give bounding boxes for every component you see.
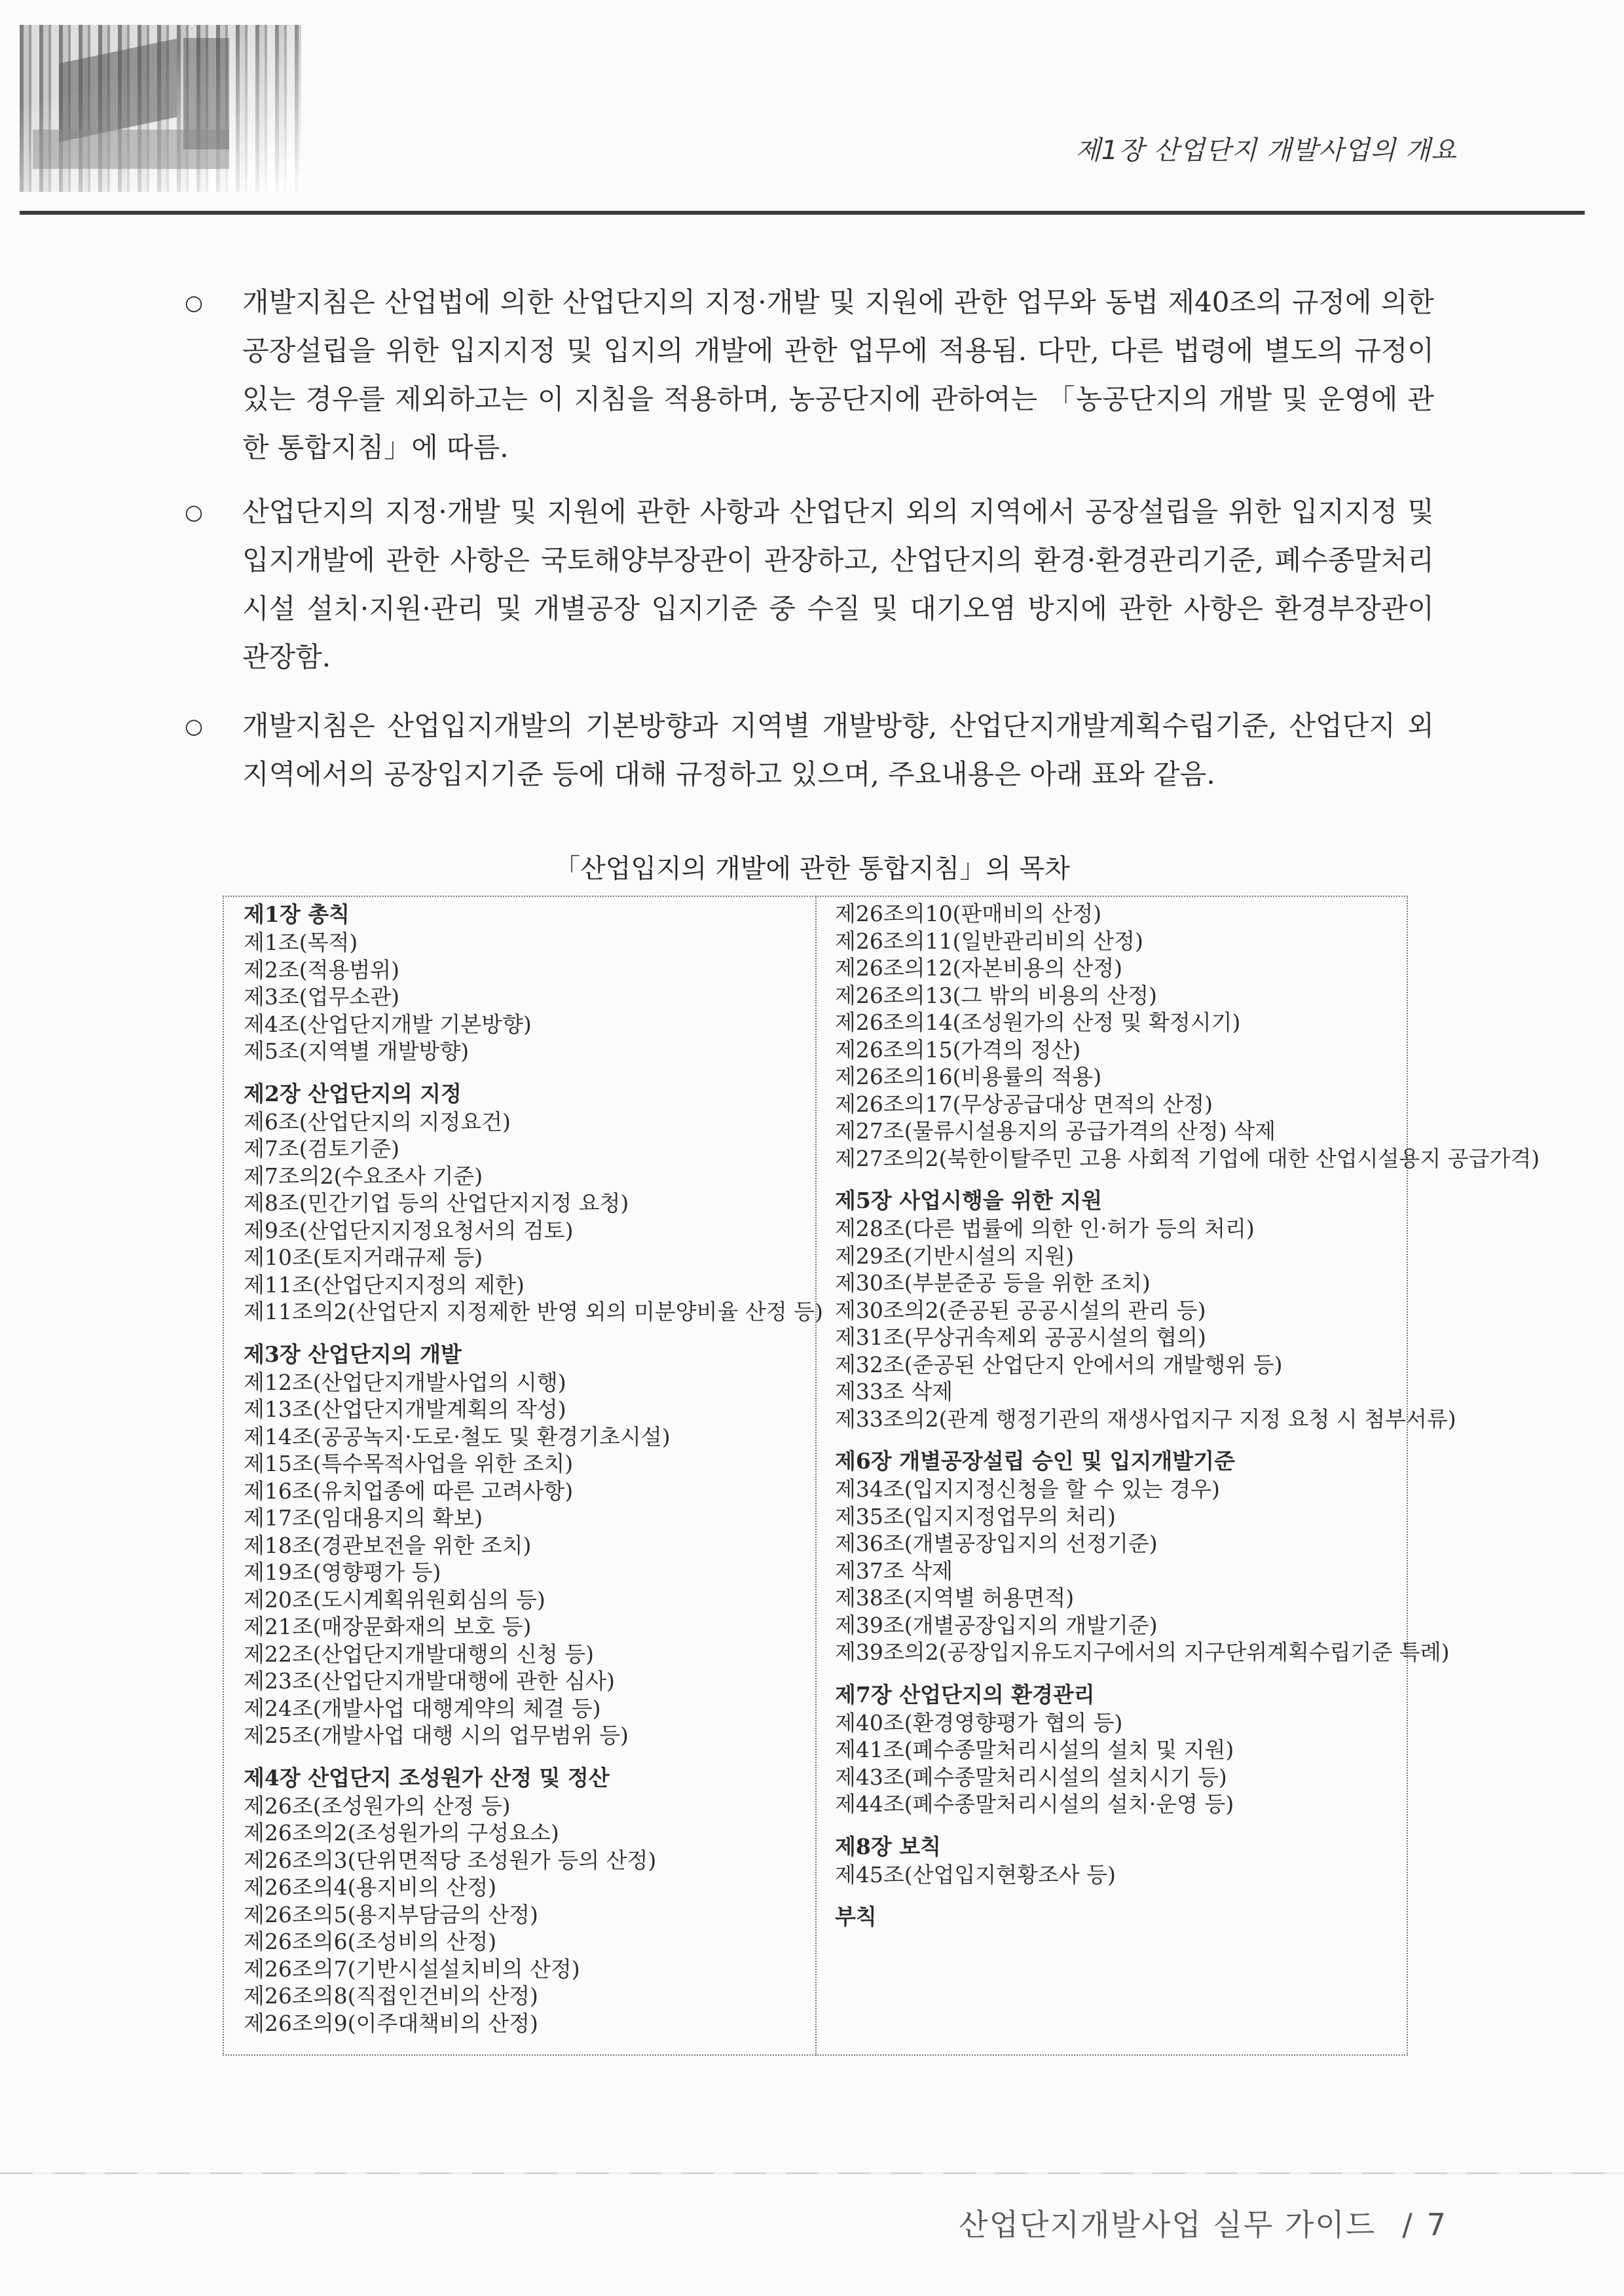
toc-article-item: 제26조(조성원가의 산정 등) (244, 1793, 511, 1819)
toc-article-item: 제26조의10(판매비의 산정) (835, 901, 1102, 926)
toc-article-item: 제26조의7(기반시설설치비의 산정) (244, 1956, 580, 1982)
footer-rule (0, 2172, 1624, 2174)
toc-article-item: 제19조(영향평가 등) (244, 1559, 441, 1585)
page-number: 7 (1426, 2207, 1447, 2242)
paragraph-text: 산업단지의 지정·개발 및 지원에 관한 사항과 산업단지 외의 지역에서 공장설립을 위한 입지지정 및 입지개발에 관한 사항은 국토해양부장관이 관장하고, 산업단지의 환경·환경관리기준, 폐수종말처리시설 설치·지원·관리 및 개별공장 입지기준 중 수질 및 대기오염 방지에 관한 사항은 환경부장관이 관장함. (242, 496, 1434, 673)
toc-article-item: 제26조의4(용지비의 산정) (244, 1874, 497, 1900)
toc-article-item: 제25조(개발사업 대행 시의 업무범위 등) (244, 1722, 629, 1748)
toc-article-item: 제31조(무상귀속제외 공공시설의 협의) (835, 1324, 1206, 1350)
toc-article-item: 제45조(산업입지현황조사 등) (835, 1861, 1116, 1887)
toc-article-item: 제3조(업무소관) (244, 984, 400, 1010)
toc-article-item: 제21조(매장문화재의 보호 등) (244, 1614, 532, 1639)
toc-article-item: 제26조의15(가격의 정산) (835, 1036, 1081, 1063)
toc-article-item: 제26조의13(그 밖의 비용의 산정) (835, 982, 1157, 1008)
toc-chapter-heading: 제4장 산업단지 조성원가 산정 및 정산 (244, 1764, 610, 1791)
toc-section (835, 1447, 1450, 1666)
toc-article-item: 제28조(다른 법률에 의한 인·허가 등의 처리) (835, 1216, 1255, 1241)
toc-article-item: 제4조(산업단지개발 기본방향) (244, 1011, 532, 1037)
toc-article-item: 제7조(검토기준) (244, 1136, 400, 1161)
toc-article-item: 제14조(공공녹지·도로·철도 및 환경기초시설) (244, 1423, 671, 1449)
toc-article-item: 제22조(산업단지개발대행의 신청 등) (244, 1641, 595, 1667)
toc-article-item: 제9조(산업단지지정요청서의 검토) (244, 1217, 574, 1243)
chapter-title: 제1장 산업단지 개발사업의 개요 (1075, 136, 1457, 166)
paragraph-2 (185, 488, 1434, 682)
toc-article-item: 제33조의2(관계 행정기관의 재생사업지구 지정 요청 시 첨부서류) (835, 1406, 1456, 1432)
toc-left-column (244, 900, 823, 2051)
toc-article-item: 제26조의2(조성원가의 구성요소) (244, 1820, 559, 1846)
toc-article-item: 제26조의11(일반관리비의 산정) (835, 928, 1143, 954)
toc-section (835, 1832, 1405, 1889)
header-photo (20, 25, 301, 192)
toc-article-item: 제24조(개발사업 대행계약의 체결 등) (244, 1695, 601, 1721)
toc-article-item: 제38조(지역별 허용면적) (835, 1585, 1075, 1611)
toc-chapter-heading: 제5장 사업시행을 위한 지원 (835, 1188, 1103, 1213)
toc-article-item: 제11조의2(산업단지 지정제한 반영 외의 미분양비율 산정 등) (244, 1299, 823, 1324)
toc-article-item: 제32조(준공된 산업단지 안에서의 개발행위 등) (835, 1351, 1283, 1377)
toc-article-item: 제44조(폐수종말처리시설의 설치·운영 등) (835, 1791, 1234, 1817)
toc-article-item: 제18조(경관보전을 위한 조치) (244, 1532, 532, 1558)
toc-chapter-heading: 제6장 개별공장설립 승인 및 입지개발기준 (835, 1448, 1235, 1474)
toc-section (244, 1340, 807, 1749)
paragraph-3 (185, 702, 1434, 799)
bullet-icon: ○ (185, 500, 203, 524)
toc-chapter-heading: 제7장 산업단지의 환경관리 (835, 1681, 1095, 1707)
toc-article-item: 제26조의5(용지부담금의 산정) (244, 1901, 538, 1927)
toc-article-item: 제16조(유치업종에 따른 고려사항) (244, 1478, 574, 1504)
toc-article-item: 제27조(물류시설용지의 공급가격의 산정) 삭제 (835, 1118, 1276, 1144)
toc-chapter-heading: 제1장 총칙 (244, 902, 350, 927)
header-rule (20, 211, 1585, 215)
toc-article-item: 제30조의2(준공된 공공시설의 관리 등) (835, 1297, 1206, 1323)
toc-article-item: 제29조(기반시설의 지원) (835, 1243, 1075, 1269)
toc-article-item: 제39조의2(공장입지유도지구에서의 지구단위계획수립기준 특례) (835, 1639, 1450, 1665)
toc-article-item: 제40조(환경영향평가 협의 등) (835, 1709, 1123, 1736)
toc-article-item: 제43조(폐수종말처리시설의 설치시기 등) (835, 1764, 1227, 1790)
toc-article-item: 제15조(특수목적사업을 위한 조치) (244, 1451, 574, 1476)
toc-article-item: 제12조(산업단지개발사업의 시행) (244, 1369, 566, 1395)
toc-chapter-heading: 제2장 산업단지의 지정 (244, 1080, 462, 1106)
toc-article-item: 제34조(입지지정신청을 할 수 있는 경우) (835, 1476, 1220, 1502)
toc-article-item: 제17조(임대용지의 확보) (244, 1505, 483, 1531)
toc-article-item: 제26조의12(자본비용의 산정) (835, 955, 1123, 981)
bullet-icon: ○ (185, 290, 203, 315)
toc-article-item: 제41조(폐수종말처리시설의 설치 및 지원) (835, 1737, 1234, 1762)
toc-column-divider (815, 896, 817, 2056)
paragraph-1 (185, 278, 1434, 472)
toc-article-item: 제11조(산업단지지정의 제한) (244, 1271, 525, 1298)
toc-article-item: 제37조 삭제 (835, 1558, 953, 1584)
toc-article-item: 제26조의3(단위면적당 조성원가 등의 산정) (244, 1847, 657, 1873)
toc-chapter-heading: 제8장 보칙 (835, 1833, 941, 1859)
toc-section (835, 900, 1540, 1172)
footer (959, 2201, 1447, 2244)
toc-article-item: 제26조의9(이주대책비의 산정) (244, 2010, 538, 2036)
toc-article-item: 제13조(산업단지개발계획의 작성) (244, 1396, 566, 1422)
toc-section (244, 1764, 807, 2037)
toc-article-item: 제26조의6(조성비의 산정) (244, 1929, 497, 1954)
toc-section (835, 1681, 1405, 1818)
toc-article-item: 제26조의8(직접인건비의 산정) (244, 1983, 538, 2009)
toc-article-item: 제33조 삭제 (835, 1379, 953, 1404)
toc-article-item: 제39조(개별공장입지의 개발기준) (835, 1612, 1158, 1638)
toc-right-column (835, 900, 1540, 1946)
toc-article-item: 제27조의2(북한이탈주민 고용 사회적 기업에 대한 산업시설용지 공급가격) (835, 1145, 1540, 1171)
toc-article-item: 제23조(산업단지개발대행에 관한 심사) (244, 1668, 615, 1694)
toc-article-item: 제26조의14(조성원가의 산정 및 확정시기) (835, 1010, 1241, 1035)
toc-title: 「산업입지의 개발에 관한 통합지침」의 목차 (554, 854, 1070, 884)
paragraph-text: 개발지침은 산업법에 의한 산업단지의 지정·개발 및 지원에 관한 업무와 동법 제40조의 규정에 의한 공장설립을 위한 입지지정 및 입지의 개발에 관한 업무에 적용됨. 다만, 다른 법령에 별도의 규정이 있는 경우를 제외하고는 이 지침을 적용하며, 농공단지에 관하여는 「농공단지의 개발 및 운영에 관한 통합지침」에 따름. (242, 286, 1434, 464)
toc-section (835, 1903, 1405, 1931)
toc-article-item: 제35조(입지지정업무의 처리) (835, 1503, 1116, 1529)
bullet-icon: ○ (185, 714, 203, 738)
toc-article-item: 제5조(지역별 개발방향) (244, 1038, 470, 1064)
toc-article-item: 제10조(토지거래규제 등) (244, 1245, 483, 1270)
toc-section (835, 1186, 1456, 1432)
toc-section (244, 1080, 823, 1326)
toc-article-item: 제8조(민간기업 등의 산업단지지정 요청) (244, 1190, 629, 1216)
toc-article-item: 제1조(목적) (244, 930, 358, 955)
toc-article-item: 제20조(도시계획위원회심의 등) (244, 1586, 545, 1613)
toc-article-item: 제6조(산업단지의 지정요건) (244, 1108, 511, 1135)
toc-article-item: 제30조(부분준공 등을 위한 조치) (835, 1270, 1151, 1296)
guide-title: 산업단지개발사업 실무 가이드 (959, 2207, 1376, 2242)
toc-article-item: 제7조의2(수요조사 기준) (244, 1163, 483, 1189)
toc-chapter-heading: 부칙 (835, 1904, 877, 1929)
toc-article-item: 제26조의17(무상공급대상 면적의 산정) (835, 1091, 1213, 1117)
toc-article-item: 제2조(적용범위) (244, 957, 400, 983)
page-separator: / (1402, 2207, 1414, 2242)
toc-article-item: 제36조(개별공장입지의 선정기준) (835, 1531, 1158, 1556)
paragraph-text: 개발지침은 산업입지개발의 기본방향과 지역별 개발방향, 산업단지개발계획수립기준, 산업단지 외 지역에서의 공장입지기준 등에 대해 규정하고 있으며, 주요내용은 아래 표와 같음. (242, 710, 1434, 790)
toc-article-item: 제26조의16(비용률의 적용) (835, 1064, 1102, 1089)
toc-chapter-heading: 제3장 산업단지의 개발 (244, 1341, 462, 1367)
toc-section (244, 900, 807, 1065)
